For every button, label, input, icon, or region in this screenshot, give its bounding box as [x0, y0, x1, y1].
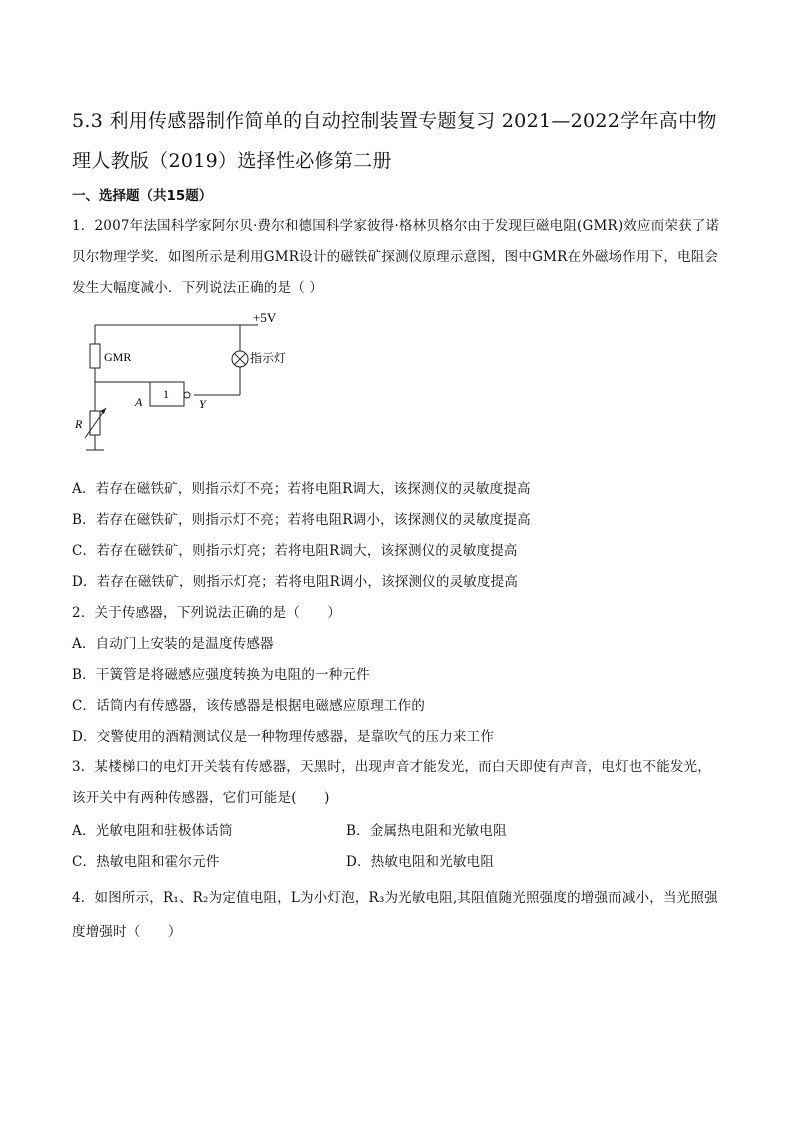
- question-2-option-d: D．交警使用的酒精测试仪是一种物理传感器，是靠吹气的压力来工作: [72, 729, 495, 745]
- question-3-stem: 3．某楼梯口的电灯开关装有传感器，天黑时，出现声音才能发光，而白天即使有声音，电灯也不能发光，该开关中有两种传感器，它们可能是( ): [72, 759, 711, 806]
- gmr-label: GMR: [104, 350, 132, 364]
- gate-label: 1: [163, 387, 169, 401]
- question-1-option-c: C．若存在磁铁矿，则指示灯亮；若将电阻R调大，该探测仪的灵敏度提高: [72, 543, 518, 559]
- resistor-label: R: [75, 417, 83, 431]
- question-1-stem: 1．2007年法国科学家阿尔贝·费尔和德国科学家彼得·格林贝格尔由于发现巨磁电阻(GMR)效应而荣获了诺贝尔物理学奖．如图所示是利用GMR设计的磁铁矿探测仪原理示意图，图中GMR在外磁场作用下，电阻会发生大幅度减小．下列说法正确的是（ ）: [72, 218, 720, 296]
- gate-input-label: A: [135, 395, 143, 409]
- question-4-stem: 4．如图所示，R₁、R₂为定值电阻，L为小灯泡，R₃为光敏电阻,其阻值随光照强度的增强而减小，当光照强度增强时（ ）: [72, 890, 718, 940]
- question-2-stem: 2．关于传感器，下列说法正确的是（ ）: [72, 605, 342, 621]
- supply-label: +5V: [253, 310, 277, 325]
- document-title: 5.3 利用传感器制作简单的自动控制装置专题复习 2021—2022学年高中物理人教版（2019）选择性必修第二册: [72, 110, 717, 172]
- gmr-resistor-symbol: [90, 344, 100, 368]
- lamp-label: 指示灯: [250, 351, 287, 365]
- question-3-option-b: B．金属热电阻和光敏电阻: [346, 823, 507, 839]
- section-heading: 一、选择题（共15题）: [72, 188, 213, 204]
- question-2-option-a: A．自动门上安装的是温度传感器: [72, 636, 274, 652]
- question-2-option-c: C．话筒内有传感器，该传感器是根据电磁感应原理工作的: [72, 698, 426, 714]
- question-2-option-b: B．干簧管是将磁感应强度转换为电阻的一种元件: [72, 667, 370, 683]
- question-3-option-c: C．热敏电阻和霍尔元件: [72, 854, 220, 870]
- not-gate-bubble: [184, 392, 190, 398]
- question-1-option-a: A．若存在磁铁矿，则指示灯不亮；若将电阻R调大，该探测仪的灵敏度提高: [72, 481, 531, 497]
- gmr-circuit-diagram: [72, 310, 312, 470]
- gate-output-label: Y: [199, 397, 206, 411]
- question-3-option-a: A．光敏电阻和驻极体话筒: [72, 823, 233, 839]
- question-1-option-b: B．若存在磁铁矿，则指示灯不亮；若将电阻R调小，该探测仪的灵敏度提高: [72, 512, 531, 528]
- question-1-option-d: D．若存在磁铁矿，则指示灯亮；若将电阻R调小，该探测仪的灵敏度提高: [72, 574, 519, 590]
- question-3-option-d: D．热敏电阻和光敏电阻: [346, 854, 495, 870]
